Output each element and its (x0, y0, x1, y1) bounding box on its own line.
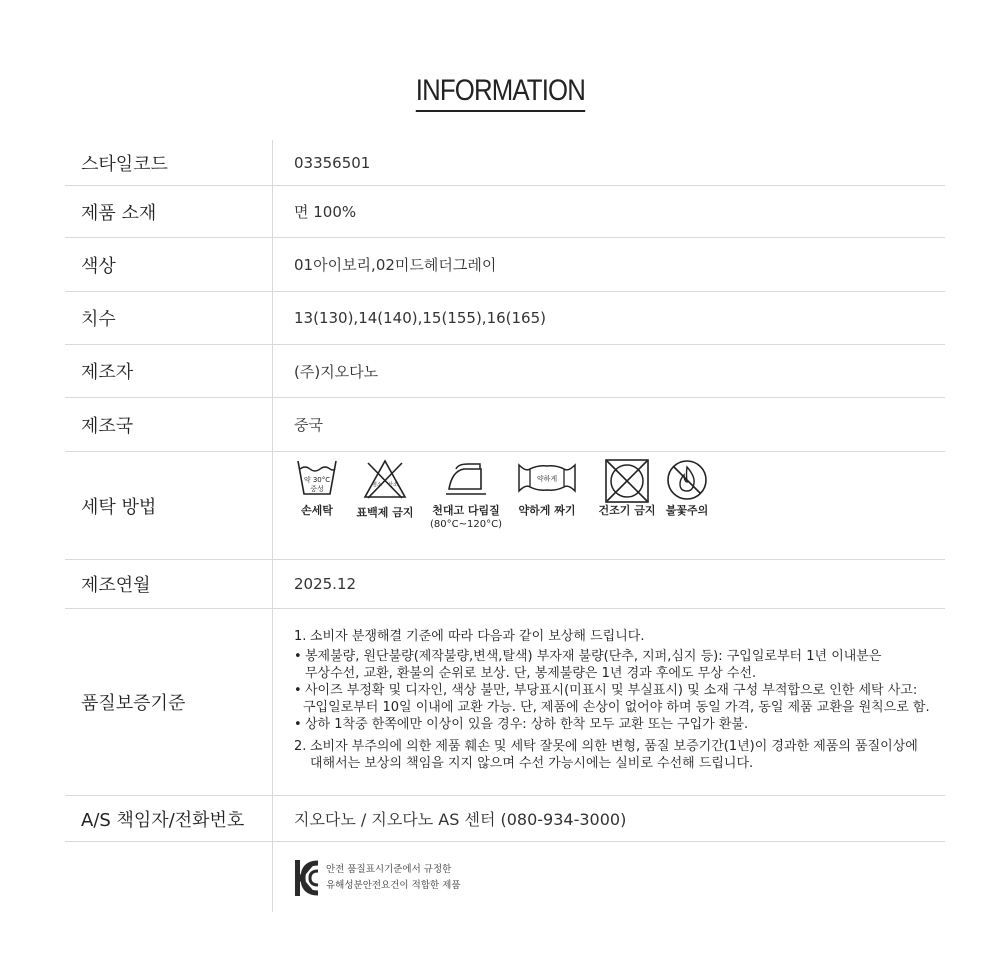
care-caption: 표백제 금지 (356, 506, 414, 519)
row-style-code (65, 140, 945, 186)
care-item-hand-wash (287, 458, 347, 518)
care-subcaption: (80°C~120°C) (430, 519, 502, 530)
quality-bullet-1-cont: 무상수선, 교환, 환불의 순위로 보상. 단, 봉제불량은 1년 경과 후에도 무상 수선. (305, 666, 757, 681)
row-material (65, 186, 945, 238)
care-icons (273, 452, 945, 559)
care-item-no-dryer (589, 458, 665, 518)
row-date (65, 560, 945, 609)
row-value: 01아이보리,02미드헤더그레이 (294, 256, 497, 274)
row-as (65, 796, 945, 842)
row-quality (65, 609, 945, 796)
bullet: • (294, 649, 302, 664)
row-value: 면 100% (294, 203, 357, 221)
row-label: 세탁 방법 (65, 452, 273, 559)
row-value: 2025.12 (294, 575, 357, 593)
row-value: 지오다노 / 지오다노 AS 센터 (080-934-3000) (294, 810, 627, 829)
page-title: INFORMATION (415, 74, 584, 112)
row-label: A/S 책임자/전화번호 (65, 796, 273, 841)
row-wash (65, 452, 945, 560)
quality-text (273, 609, 945, 795)
hand-wash-temp: 약 30°C (303, 476, 331, 484)
row-value: 13(130),14(140),15(155),16(165) (294, 309, 546, 327)
row-label: 제조자 (65, 345, 273, 397)
gentle-wring-icon (516, 458, 578, 498)
quality-text-line: 봉제불량, 원단불량(제작불량,변색,탈색) 부자재 불량(단추, 지퍼,심지 등): 구입일로부터 1년 이내분은 (305, 649, 882, 664)
care-item-iron (423, 458, 509, 531)
quality-bullet-3 (294, 716, 945, 733)
row-country (65, 398, 945, 452)
row-label-empty (65, 842, 273, 912)
quality-bullet-2 (294, 682, 945, 699)
row-color (65, 238, 945, 292)
bleach-chlorine: 염소 (372, 482, 382, 488)
kc-text (326, 862, 461, 894)
hand-wash-icon (295, 458, 339, 498)
care-caption: 천대고 다림질 (432, 504, 500, 517)
row-label: 제조연월 (65, 560, 273, 608)
quality-line-2-cont: 대해서는 보상의 책임을 지지 않으며 수선 가능시에는 실비로 수선해 드립니다. (310, 756, 754, 771)
care-item-wring (505, 458, 589, 518)
row-label: 품질보증기준 (65, 609, 273, 795)
kc-line-1: 안전 품질표시기준에서 규정한 (326, 864, 452, 875)
no-bleach-icon (362, 458, 408, 500)
row-label: 제품 소재 (65, 186, 273, 237)
hand-wash-detergent: 중성 (310, 485, 324, 493)
info-table (65, 140, 945, 912)
care-caption: 불꽃주의 (665, 504, 709, 517)
quality-text-line: 소비자 분쟁해결 기준에 따라 다음과 같이 보상해 드립니다. (310, 629, 645, 644)
care-caption: 손세탁 (301, 504, 333, 517)
care-item-no-bleach (347, 458, 423, 520)
row-label: 치수 (65, 292, 273, 344)
row-label: 색상 (65, 238, 273, 291)
row-value: 03356501 (294, 153, 371, 172)
row-value: (주)지오다노 (294, 362, 379, 381)
kc-certification (273, 842, 945, 912)
care-caption: 약하게 짜기 (518, 504, 576, 517)
bullet: • (294, 717, 302, 732)
quality-text-line: 상하 1착중 한쪽에만 이상이 있을 경우: 상하 한착 모두 교환 또는 구입가 환불. (305, 717, 749, 732)
kc-mark-icon (294, 859, 320, 897)
quality-text-line: 사이즈 부정확 및 디자인, 색상 불만, 부당표시(미표시 및 부실표시) 및 소재 구성 부적합으로 인한 세탁 사고: (305, 683, 918, 698)
quality-bullet-1 (294, 648, 945, 665)
quality-line-1 (294, 628, 945, 645)
row-label: 제조국 (65, 398, 273, 451)
bullet: • (294, 683, 302, 698)
list-number: 1. (294, 629, 307, 644)
quality-text-line: 소비자 부주의에 의한 제품 훼손 및 세탁 잘못에 의한 변형, 품질 보증기간(1년)이 경과한 제품의 품질이상에 (310, 739, 918, 754)
list-number: 2. (294, 739, 307, 754)
quality-bullet-2-cont: 구입일로부터 10일 이내에 교환 가능. 단, 제품에 손상이 없어야 하며 동일 가격, 동일 제품 교환을 원칙으로 함. (303, 700, 930, 715)
care-item-fire (659, 458, 715, 518)
no-fire-icon (665, 458, 709, 502)
kc-line-2: 유해성분안전요건이 적합한 제품 (326, 880, 461, 891)
quality-line-2 (294, 738, 945, 755)
row-maker (65, 345, 945, 398)
row-size (65, 292, 945, 345)
row-label: 스타일코드 (65, 140, 273, 185)
no-tumble-dry-icon (604, 458, 650, 504)
care-caption: 건조기 금지 (598, 504, 656, 517)
title-wrap (0, 74, 1000, 112)
iron-cloth-icon (444, 458, 488, 498)
wring-gentle-text: 약하게 (536, 475, 558, 483)
row-kc (65, 842, 945, 912)
bleach-oxygen: 산소 (388, 482, 398, 488)
row-value: 중국 (294, 416, 323, 434)
